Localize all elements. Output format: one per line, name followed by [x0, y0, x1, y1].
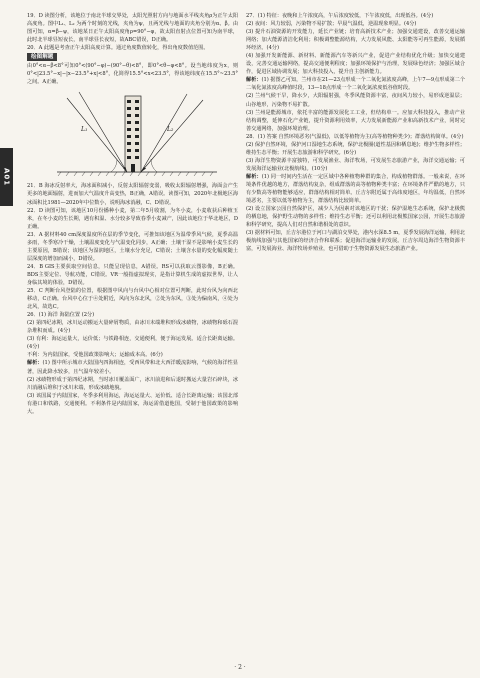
- answer-q28-2: (2) 保护自然环境，保护河口湿地生态系统，保护北极圈(道性基因和栖息地)；维护生物多样性；维持生态平衡；开展生态旅游和科学研究。(6分): [246, 141, 465, 156]
- answer-q28-3: (3) 海洋生物资源丰富独特，可发展渔业、海洋牧场，可发展生态旅游产业，海洋交通运输；可发展海洋运输业(北极航线)。(10分): [246, 157, 465, 172]
- answer-q22: 22．D 读图可知，该地区10月份播种小麦，第二年5月收割，为冬小麦，小麦收获后种植玉米，在冬小麦的生长期，遇有积温、水分较多导致春季小麦减产，因此该地位于华北地区，D正确。: [27, 207, 238, 230]
- analysis-28-1: (1) 同一时间内生活在一定区域中各种植物种群的集合，构成植物群落。一般来说，在环境条件优越的地方，群落结构复杂，组成群落的高等植物种类丰富；在环境条件严酷的地方，只有少数高等植物能够适应，群落结构相对简单。丘吉尔附近属于高纬度地区，年均温低，自然环境恶劣，主要以低等植物为主，群落结构比较简单。: [246, 173, 465, 205]
- answer-q28-1: 28．(1) 答案 自然环境恶劣(气温低)，以低等植物为主(高等植物种类少)；群落结构简单。(4分): [246, 133, 464, 140]
- analysis-label: 解析：: [246, 77, 262, 84]
- analysis-28-3: (3) 据材料可知，丘吉尔港位于河口与湖泊交界处，港内水深8.5 m，夏季发展海洋运输，利用北极航线加强与其他国家的经济合作和联系；促进海洋运输业的发展。丘吉尔周边海洋生物资源丰富，可发展海业、海洋牧场养殖业，也可借助于生物资源发展生态旅游产业。: [246, 230, 465, 253]
- analysis-28: [246, 173, 465, 205]
- analysis-28-2: (2) 设立国家公园自然保护区，减少人为因素对该地区的干扰；保护湿地生态系统，保护北极熊的栖息地，保护野生动物的多样性；维持生态平衡；还可以利用北极熊国家公园，开展生态旅游和科学研究，提高人们对自然和谐相处的意识。: [246, 206, 465, 229]
- answer-q19: 19．D 读图分析，该地位于南北半球交界处，太阳光照射方向与地面水平线夹角ρ为正午太阳高度角。图中L₁、L₂ 为两个时刻的光线，夹角为ψ，且两光线与地面的夹角分别为α、β。由图可知，α=β−ψ，该地某日正午太阳高度角ρ=90°−φ，故太阳直射点位置可知为南半球，此时北半球昼短夜长，南半球昼长夜短，故ABC错误，D正确。: [27, 13, 238, 44]
- analysis-27-1: (1) 据图乙可知，兰州市在21—23点形成一个二氧化氮浓度高峰，上午7—9点形成第二个二氧化氮浓度高峰值时段，13—18点形成一个二氧化氮浓度低谷值时段。: [246, 77, 465, 92]
- right-column: [246, 12, 465, 658]
- analysis-27-3: (3) 兰州是能源城市，依托丰富的能源发展化工工业，但结构单一。应加大科技投入，推动产业结构调整，延伸石化产业链，提升资源利用效率，大力发展新能源产业和高新技术产业，同时完善交通网络，加强环境治理。: [246, 109, 465, 132]
- analysis-26-2: (2) 冰碛物形成于第四纪冰期，当时冰川覆盖面广，冰川前进和后退时搬运大量岩石碎块，冰川消融后堆积于冰川末端，形成冰碛地貌。: [27, 376, 238, 391]
- answer-q27-4: (4) 加强开发新能源、新材料、新能源汽车等新兴产业，促进产业结构优化升级；加快交通建设，完善交通运输网络，提高交通便利程度；加强环境保护与治理，发展绿色经济；加强区域合作，促进区域协调发展；加大科技投入，提升自主创新能力。: [246, 53, 465, 76]
- sun-angle-figure: [27, 88, 238, 180]
- section-side-tab: A01: [0, 148, 13, 206]
- analysis-26: [27, 359, 238, 375]
- answer-q26-3: (3) 有利：海运运量大，运价低；与铁路相连，交通便利，便于海运发展。适合长距离运输。(4分): [27, 336, 238, 351]
- analysis-27-2: (2) 兰州气候干旱，降水少，大阳辐射强，冬季风能资源丰富，夜间风力较小，易形成逆温层；山谷地形，污染物不易扩散。: [246, 93, 465, 108]
- answer-q27-3: (3) 提升石油资源的开发能力，延长产业链；培育高新技术产业；加强交通建设，改善交通运输网络；加大能源清洁化利用；积极调整能源结构，大力发展风能、太阳能等可再生能源，发展循环经济。(4分): [246, 29, 465, 52]
- ray-label-l2: L₂: [167, 126, 174, 134]
- answer-q25: 25．C 判断台风登陆的位置，根据图中风向与台风中心相对位置可判断，此时台风为向西北移动，C正确。台风中心位于④处附近，风向为东北风，②处为东风，③处为偏南风，④处为北风，故选C。: [27, 288, 238, 311]
- answer-q26-1: 26．(1) 海洋 海陆位置 (2分): [27, 312, 95, 319]
- answer-q23: 23．A 据材料40 cm深度温度所在层的季节变化，可推知该地区为温带季风气候，夏季高温多雨，冬季寒冷干燥，土壤温度变化与气温变化同步，A正确；土壤干湿不是影响小麦生长的主要原因，B错误；该地区为湿润地区，土壤水分充足，C错误；土壤含水量的变化幅度随土层深度的增加而减小，D错误。: [27, 231, 238, 262]
- analysis-26-1: (1) 图中所示城市大陆国内四海相连，受西风带和北大西洋暖流影响，气候的海洋性显著，因此降水较多，且气温年较差小。: [27, 360, 238, 375]
- answer-q20: 20．A 此题是考查正午太阳高度计算。通过角度数值转化，得出角度数值范围。: [27, 45, 209, 52]
- answer-q26-4: 不利：为内陆国家，受他国政策影响大；运输成本高。(6分): [27, 352, 163, 359]
- figure-explanation: 由0°<α−β<8°可知0°<(90°−φ)−(90°−θ)<8°，即0°<θ−φ<8°。设当地纬度为x，则0°<|23.5°−x|−|x−23.5°+x|<8°，化简得15.5°<x<23.5°，得该地纬度在15.5°~23.5°之间。A正确。: [27, 63, 238, 86]
- answer-q21: 21．B 海冰反射率大，海冰面积减小，反射太阳辐射变弱，吸收太阳辐射增强，海面会产生更多的地面辐射，进而加大气温度升高变热，B正确，A错误。读图可知，2020年北极地区海冰面积比1981—2020年中位数小，说明海冰消融，C、D错误。: [27, 183, 238, 206]
- analysis-label: 解析：: [246, 173, 262, 180]
- page-number: · 2 ·: [234, 664, 246, 671]
- answer-q24: 24．B GIS主要获取空间信息，只能呈现信息，A错误。RS可以获取云图影像，B正确。BDS主要定位、导航功能，C错误。VR一般指虚拟现实，是指计算机生成的虚拟世界，让人身临其境的体验，D错误。: [27, 263, 238, 286]
- analysis-label: 解析：: [27, 360, 43, 367]
- sun-angle-diagram: [27, 88, 238, 180]
- analysis-26-3: (3) 该国属于内陆国家，冬季多利用海运，海运运量大、运价低、适合长距离运输；该国北部有港口和铁路，交通便利。不利条件是内陆国家，海运需借道他国，受制于他国政策的影响大。: [27, 392, 238, 415]
- answer-q27-1: 27．(1) 特征：夜晚和上午浓度高，午后浓度较低，下午浓度低，出现低谷。(4分): [246, 13, 434, 19]
- section-heading: 绘图解题: [27, 53, 57, 61]
- answer-q26-2: (2) 第四纪冰期，冰川运动搬运大量碎屑物质，由冰川末端堆积形成冰碛物，冰碛物和砾石混杂堆积而成。(4分): [27, 320, 238, 335]
- analysis-27: [246, 76, 465, 92]
- ray-label-l1: L₁: [81, 126, 88, 134]
- left-column: [27, 12, 238, 658]
- answer-q27-2: (2) 夜间：风力较弱，污染物不易扩散；早晨气温低，逆温现象明显。(4分): [246, 21, 417, 28]
